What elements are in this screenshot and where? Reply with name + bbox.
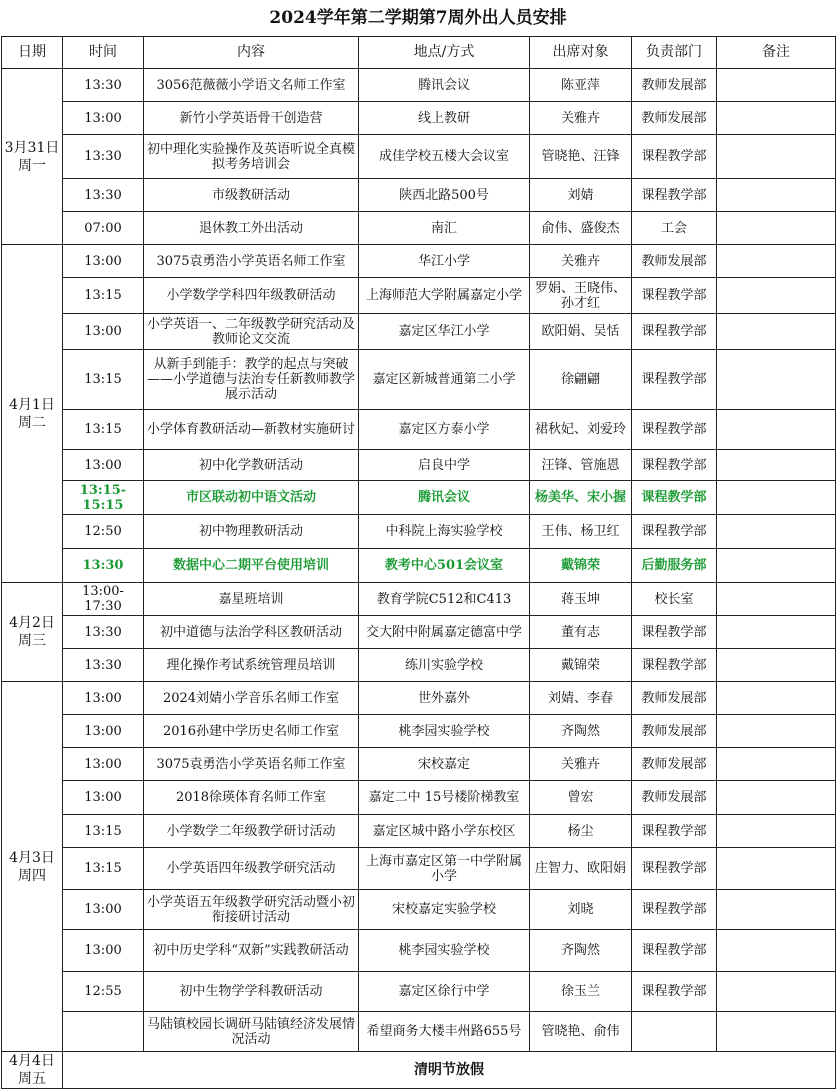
schedule-row — [2, 649, 836, 682]
attendee-cell: 杨尘 — [530, 815, 632, 848]
place-cell: 中科院上海实验学校 — [359, 515, 530, 549]
header-note: 备注 — [717, 37, 836, 69]
dept-cell: 校长室 — [632, 583, 717, 616]
content-cell: 小学英语一、二年级教学研究活动及教师论文交流 — [144, 314, 359, 350]
time-cell: 13:30 — [63, 179, 144, 212]
place-cell: 嘉定二中 15号楼阶梯教室 — [359, 781, 530, 815]
content-cell: 市区联动初中语文活动 — [144, 481, 359, 515]
note-cell — [717, 1012, 836, 1052]
place-cell: 上海市嘉定区第一中学附属小学 — [359, 848, 530, 890]
date-cell — [2, 583, 63, 682]
place-cell: 陕西北路500号 — [359, 179, 530, 212]
dept-cell: 课程教学部 — [632, 972, 717, 1012]
header-time: 时间 — [63, 37, 144, 69]
time-cell — [63, 1012, 144, 1052]
schedule-row — [2, 890, 836, 930]
note-cell — [717, 410, 836, 450]
attendee-cell: 刘婧、李春 — [530, 682, 632, 715]
dept-cell: 教师发展部 — [632, 748, 717, 781]
note-cell — [717, 890, 836, 930]
holiday-cell: 清明节放假 — [63, 1052, 836, 1089]
time-cell: 13:30 — [63, 549, 144, 583]
dept-cell: 课程教学部 — [632, 515, 717, 549]
header-place: 地点/方式 — [359, 37, 530, 69]
place-cell: 教考中心501会议室 — [359, 549, 530, 583]
schedule-row — [2, 583, 836, 616]
time-cell: 12:50 — [63, 515, 144, 549]
place-cell: 宋校嘉定实验学校 — [359, 890, 530, 930]
note-cell — [717, 715, 836, 748]
holiday-row — [2, 1052, 836, 1089]
note-cell — [717, 815, 836, 848]
content-cell: 2024刘婧小学音乐名师工作室 — [144, 682, 359, 715]
schedule-row — [2, 848, 836, 890]
content-cell: 3075袁勇浩小学英语名师工作室 — [144, 748, 359, 781]
note-cell — [717, 350, 836, 410]
attendee-cell: 王伟、杨卫红 — [530, 515, 632, 549]
note-cell — [717, 69, 836, 102]
time-cell: 13:30 — [63, 69, 144, 102]
dept-cell: 教师发展部 — [632, 69, 717, 102]
schedule-row — [2, 212, 836, 245]
time-cell: 13:30 — [63, 649, 144, 682]
header-date: 日期 — [2, 37, 63, 69]
dept-cell: 课程教学部 — [632, 450, 717, 481]
place-cell: 线上教研 — [359, 102, 530, 135]
dept-cell: 课程教学部 — [632, 649, 717, 682]
schedule-row — [2, 972, 836, 1012]
schedule-row — [2, 314, 836, 350]
note-cell — [717, 450, 836, 481]
dept-cell: 课程教学部 — [632, 350, 717, 410]
dept-cell: 课程教学部 — [632, 179, 717, 212]
note-cell — [717, 549, 836, 583]
schedule-row — [2, 616, 836, 649]
attendee-cell: 戴锦荣 — [530, 649, 632, 682]
dept-cell: 课程教学部 — [632, 815, 717, 848]
place-cell: 嘉定区徐行中学 — [359, 972, 530, 1012]
date-cell — [2, 1052, 63, 1089]
weekday-label: 周二 — [18, 414, 46, 431]
time-cell: 13:15 — [63, 410, 144, 450]
attendee-cell: 关雅卉 — [530, 245, 632, 278]
content-cell: 理化操作考试系统管理员培训 — [144, 649, 359, 682]
dept-cell — [632, 1012, 717, 1052]
attendee-cell: 齐陶然 — [530, 930, 632, 972]
weekday-label: 周三 — [18, 633, 46, 649]
content-cell: 小学英语四年级教学研究活动 — [144, 848, 359, 890]
date-label: 4月1日 — [9, 396, 55, 413]
weekday-label: 周五 — [18, 1071, 46, 1087]
attendee-cell: 杨美华、宋小握 — [530, 481, 632, 515]
time-cell: 13:00-17:30 — [63, 583, 144, 616]
place-cell: 桃李园实验学校 — [359, 930, 530, 972]
dept-cell: 工会 — [632, 212, 717, 245]
schedule-row — [2, 179, 836, 212]
note-cell — [717, 481, 836, 515]
dept-cell: 后勤服务部 — [632, 549, 717, 583]
place-cell: 南汇 — [359, 212, 530, 245]
dept-cell: 课程教学部 — [632, 135, 717, 179]
date-label: 3月31日 — [4, 139, 60, 156]
time-cell: 13:00 — [63, 930, 144, 972]
time-cell: 13:15 — [63, 350, 144, 410]
note-cell — [717, 245, 836, 278]
date-label: 4月4日 — [9, 1053, 55, 1069]
schedule-row — [2, 748, 836, 781]
schedule-row — [2, 135, 836, 179]
time-cell: 13:00 — [63, 715, 144, 748]
time-cell: 13:00 — [63, 314, 144, 350]
place-cell: 世外嘉外 — [359, 682, 530, 715]
note-cell — [717, 649, 836, 682]
note-cell — [717, 102, 836, 135]
place-cell: 交大附中附属嘉定德富中学 — [359, 616, 530, 649]
note-cell — [717, 682, 836, 715]
content-cell: 初中物理教研活动 — [144, 515, 359, 549]
time-cell: 13:00 — [63, 102, 144, 135]
content-cell: 小学英语五年级教学研究活动暨小初衔接研讨活动 — [144, 890, 359, 930]
schedule-row — [2, 410, 836, 450]
schedule-row — [2, 350, 836, 410]
schedule-table — [1, 36, 836, 1089]
header-content: 内容 — [144, 37, 359, 69]
place-cell: 宋校嘉定 — [359, 748, 530, 781]
schedule-row — [2, 450, 836, 481]
content-cell: 马陆镇校园长调研马陆镇经济发展情况活动 — [144, 1012, 359, 1052]
schedule-row — [2, 69, 836, 102]
dept-cell: 教师发展部 — [632, 781, 717, 815]
note-cell — [717, 848, 836, 890]
attendee-cell: 罗娟、王晓伟、孙才红 — [530, 278, 632, 314]
dept-cell: 课程教学部 — [632, 314, 717, 350]
dept-cell: 课程教学部 — [632, 481, 717, 515]
content-cell: 3056范薇薇小学语文名师工作室 — [144, 69, 359, 102]
time-cell: 13:00 — [63, 890, 144, 930]
attendee-cell: 刘晓 — [530, 890, 632, 930]
header-attendee: 出席对象 — [530, 37, 632, 69]
time-cell: 13:15 — [63, 848, 144, 890]
time-cell: 13:30 — [63, 616, 144, 649]
place-cell: 嘉定区华江小学 — [359, 314, 530, 350]
note-cell — [717, 135, 836, 179]
attendee-cell: 徐玉兰 — [530, 972, 632, 1012]
place-cell: 腾讯会议 — [359, 69, 530, 102]
place-cell: 腾讯会议 — [359, 481, 530, 515]
header-dept: 负责部门 — [632, 37, 717, 69]
place-cell: 练川实验学校 — [359, 649, 530, 682]
content-cell: 初中历史学科“双新”实践教研活动 — [144, 930, 359, 972]
content-cell: 小学数学二年级教学研讨活动 — [144, 815, 359, 848]
content-cell: 从新手到能手：教学的起点与突破——小学道德与法治专任新教师教学展示活动 — [144, 350, 359, 410]
attendee-cell: 董有志 — [530, 616, 632, 649]
time-cell: 13:15-15:15 — [63, 481, 144, 515]
time-cell: 12:55 — [63, 972, 144, 1012]
time-cell: 13:00 — [63, 748, 144, 781]
content-cell: 小学体育教研活动—新教材实施研讨 — [144, 410, 359, 450]
attendee-cell: 刘婧 — [530, 179, 632, 212]
attendee-cell: 庄智力、欧阳娟 — [530, 848, 632, 890]
content-cell: 初中道德与法治学科区教研活动 — [144, 616, 359, 649]
attendee-cell: 陈亚萍 — [530, 69, 632, 102]
content-cell: 初中理化实验操作及英语听说全真模拟考务培训会 — [144, 135, 359, 179]
time-cell: 13:00 — [63, 450, 144, 481]
note-cell — [717, 972, 836, 1012]
schedule-row — [2, 481, 836, 515]
dept-cell: 课程教学部 — [632, 410, 717, 450]
time-cell: 13:00 — [63, 781, 144, 815]
content-cell: 小学数学学科四年级教研活动 — [144, 278, 359, 314]
content-cell: 2018徐瑛体育名师工作室 — [144, 781, 359, 815]
place-cell: 嘉定区新城普通第二小学 — [359, 350, 530, 410]
note-cell — [717, 616, 836, 649]
attendee-cell: 俞伟、盛俊杰 — [530, 212, 632, 245]
schedule-row — [2, 682, 836, 715]
time-cell: 13:15 — [63, 815, 144, 848]
dept-cell: 教师发展部 — [632, 682, 717, 715]
schedule-row — [2, 549, 836, 583]
attendee-cell: 欧阳娟、吴恬 — [530, 314, 632, 350]
place-cell: 希望商务大楼丰州路655号 — [359, 1012, 530, 1052]
note-cell — [717, 179, 836, 212]
attendee-cell: 管晓艳、汪锋 — [530, 135, 632, 179]
note-cell — [717, 278, 836, 314]
attendee-cell: 关雅卉 — [530, 102, 632, 135]
time-cell: 13:00 — [63, 245, 144, 278]
schedule-row — [2, 1012, 836, 1052]
time-cell: 07:00 — [63, 212, 144, 245]
note-cell — [717, 583, 836, 616]
content-cell: 数据中心二期平台使用培训 — [144, 549, 359, 583]
place-cell: 嘉定区方泰小学 — [359, 410, 530, 450]
schedule-row — [2, 278, 836, 314]
dept-cell: 课程教学部 — [632, 278, 717, 314]
dept-cell: 教师发展部 — [632, 102, 717, 135]
dept-cell: 课程教学部 — [632, 616, 717, 649]
dept-cell: 课程教学部 — [632, 848, 717, 890]
attendee-cell: 裙秋妃、刘爱玲 — [530, 410, 632, 450]
schedule-row — [2, 102, 836, 135]
time-cell: 13:30 — [63, 135, 144, 179]
dept-cell: 课程教学部 — [632, 930, 717, 972]
time-cell: 13:00 — [63, 682, 144, 715]
attendee-cell: 蒋玉坤 — [530, 583, 632, 616]
schedule-row — [2, 715, 836, 748]
date-cell — [2, 69, 63, 245]
date-cell — [2, 682, 63, 1052]
content-cell: 初中化学教研活动 — [144, 450, 359, 481]
content-cell: 初中生物学学科教研活动 — [144, 972, 359, 1012]
attendee-cell: 齐陶然 — [530, 715, 632, 748]
schedule-row — [2, 515, 836, 549]
attendee-cell: 关雅卉 — [530, 748, 632, 781]
schedule-row — [2, 930, 836, 972]
place-cell: 启良中学 — [359, 450, 530, 481]
note-cell — [717, 314, 836, 350]
date-label: 4月2日 — [9, 615, 55, 631]
note-cell — [717, 212, 836, 245]
schedule-row — [2, 245, 836, 278]
place-cell: 嘉定区城中路小学东校区 — [359, 815, 530, 848]
date-label: 4月3日 — [9, 849, 55, 866]
note-cell — [717, 781, 836, 815]
note-cell — [717, 930, 836, 972]
content-cell: 退休教工外出活动 — [144, 212, 359, 245]
place-cell: 教育学院C512和C413 — [359, 583, 530, 616]
weekday-label: 周一 — [18, 157, 46, 174]
attendee-cell: 曾宏 — [530, 781, 632, 815]
schedule-row — [2, 815, 836, 848]
weekday-label: 周四 — [18, 867, 46, 884]
place-cell: 成佳学校五楼大会议室 — [359, 135, 530, 179]
attendee-cell: 徐翩翩 — [530, 350, 632, 410]
place-cell: 上海师范大学附属嘉定小学 — [359, 278, 530, 314]
content-cell: 市级教研活动 — [144, 179, 359, 212]
note-cell — [717, 748, 836, 781]
place-cell: 华江小学 — [359, 245, 530, 278]
attendee-cell: 管晓艳、俞伟 — [530, 1012, 632, 1052]
header-row — [2, 37, 836, 69]
date-cell — [2, 245, 63, 583]
dept-cell: 教师发展部 — [632, 715, 717, 748]
time-cell: 13:15 — [63, 278, 144, 314]
content-cell: 嘉星班培训 — [144, 583, 359, 616]
dept-cell: 课程教学部 — [632, 890, 717, 930]
dept-cell: 教师发展部 — [632, 245, 717, 278]
schedule-row — [2, 781, 836, 815]
note-cell — [717, 515, 836, 549]
attendee-cell: 戴锦荣 — [530, 549, 632, 583]
page-title: 2024学年第二学期第7周外出人员安排 — [269, 8, 567, 28]
attendee-cell: 汪锋、管施恩 — [530, 450, 632, 481]
content-cell: 2016孙建中学历史名师工作室 — [144, 715, 359, 748]
place-cell: 桃李园实验学校 — [359, 715, 530, 748]
content-cell: 3075袁勇浩小学英语名师工作室 — [144, 245, 359, 278]
content-cell: 新竹小学英语骨干创造营 — [144, 102, 359, 135]
